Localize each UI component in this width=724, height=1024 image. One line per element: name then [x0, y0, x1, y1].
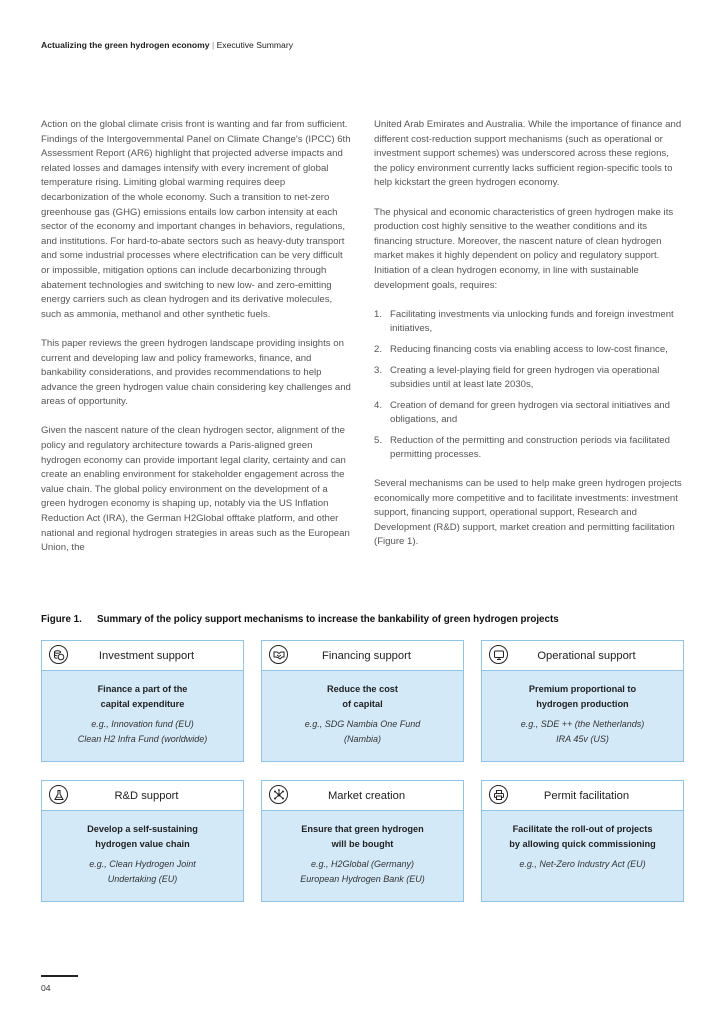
- handshake-icon: [269, 645, 288, 664]
- card-header: [42, 641, 243, 671]
- card-title: Market creation: [327, 789, 406, 802]
- printer-icon: [489, 785, 508, 804]
- card-description: [262, 682, 463, 711]
- footer-rule: [41, 975, 78, 977]
- example-line: e.g., Clean Hydrogen Joint: [89, 859, 196, 869]
- monitor-icon: [489, 645, 508, 664]
- example-line: European Hydrogen Bank (EU): [300, 873, 425, 884]
- paragraph: Given the nascent nature of the clean hydrogen sector, alignment of the policy and regulatory architecture towards a Paris-aligned green hydrogen economy can provide important legal clarity, certainty and can create an enabling environment for stakeholder engagement across the value chain. The global policy environment on the development of a green hydrogen economy is shaping up, notably via the US Inflation Reduction Act (IRA), the German H2Global offtake platform, and other national and regional hydrogen strategies in areas such as the European Union, the: [41, 425, 350, 554]
- card-header: [262, 781, 463, 811]
- card-examples: [482, 857, 683, 872]
- example-line: Undertaking (EU): [107, 873, 178, 884]
- example-line: IRA 45v (US): [556, 733, 609, 744]
- list-text: Creation of demand for green hydrogen via sectoral initiatives and obligations, and: [390, 399, 670, 426]
- list-text: Facilitating investments via unlocking funds and foreign investment initiatives,: [390, 308, 674, 335]
- example-line: e.g., Net-Zero Industry Act (EU): [519, 859, 646, 869]
- card-description: [482, 682, 683, 711]
- card-examples: [42, 717, 243, 746]
- example-line: (Nambia): [343, 733, 381, 744]
- list-number: 4.: [374, 399, 383, 411]
- card-header: [42, 781, 243, 811]
- header-separator: |: [211, 40, 215, 50]
- card-title: Financing support: [322, 649, 411, 662]
- example-line: e.g., SDG Nambia One Fund: [304, 719, 421, 729]
- list-number: 5.: [374, 434, 383, 446]
- card-header: [262, 641, 463, 671]
- card-description: [42, 682, 243, 711]
- list-item: [374, 343, 684, 358]
- card-title: R&D support: [114, 789, 179, 802]
- desc-line: by allowing quick commissioning: [509, 838, 656, 849]
- paragraph: United Arab Emirates and Australia. While the importance of finance and different cost-reduction support mechanisms (such as operational or investment support schemes) was underscored across these regions, the policy environment currently lacks sufficient region-specific tools to help kickstart the green hydrogen economy.: [374, 119, 682, 189]
- left-column: [41, 118, 353, 570]
- card-description: [262, 822, 463, 851]
- desc-line: Facilitate the roll-out of projects: [512, 824, 653, 834]
- example-line: Clean H2 Infra Fund (worldwide): [77, 733, 208, 744]
- running-header: [41, 40, 293, 50]
- list-item: [374, 308, 684, 337]
- right-column: [374, 118, 684, 565]
- card-examples: [262, 717, 463, 746]
- mechanism-card-permit: [481, 780, 684, 902]
- mechanism-card-financing: [261, 640, 464, 762]
- page-number: 04: [41, 983, 51, 993]
- card-header: [482, 641, 683, 671]
- card-title: Investment support: [98, 649, 195, 662]
- desc-line: Ensure that green hydrogen: [301, 824, 424, 834]
- card-examples: [262, 857, 463, 886]
- list-item: [374, 434, 684, 463]
- desc-line: capital expenditure: [100, 698, 185, 709]
- mechanism-card-investment: [41, 640, 244, 762]
- card-examples: [42, 857, 243, 886]
- figure-caption: [41, 614, 559, 625]
- list-item: [374, 364, 684, 393]
- card-examples: [482, 717, 683, 746]
- mechanism-card-market: [261, 780, 464, 902]
- requirements-list: [374, 308, 684, 463]
- paragraph: This paper reviews the green hydrogen landscape providing insights on current and developing law and policy frameworks, finance, and bankability considerations, and provides recommendations to help advance the green hydrogen value chain considering key challenges and areas of opportunity.: [41, 337, 351, 408]
- list-number: 2.: [374, 343, 383, 355]
- paragraph: The physical and economic characteristics of green hydrogen make its production cost highly sensitive to the weather conditions and its financing structure. Moreover, the nascent nature of clean hydrogen market makes it highly dependent on policy and regulatory support. Initiation of a clean hydrogen economy, in line with sustainable development goals, requires:: [374, 206, 674, 291]
- desc-line: will be bought: [331, 838, 394, 849]
- card-title: Permit facilitation: [543, 789, 630, 802]
- list-text: Creating a level-playing field for green hydrogen via operational subsidies until at least late 2030s,: [390, 364, 660, 391]
- example-line: e.g., Innovation fund (EU): [91, 719, 194, 729]
- flask-icon: [49, 785, 68, 804]
- card-header: [482, 781, 683, 811]
- mechanism-card-operational: [481, 640, 684, 762]
- list-text: Reducing financing costs via enabling access to low-cost finance,: [390, 343, 668, 355]
- desc-line: Develop a self-sustaining: [87, 824, 198, 834]
- desc-line: hydrogen production: [536, 698, 629, 709]
- paragraph: Action on the global climate crisis front is wanting and far from sufficient. Findings of the Intergovernmental Panel on Climate Change's (IPCC) 6th Assessment Report (AR6) highlight that projected adverse impacts and related losses and damages intensify with every increment of global temperature rising. Limiting global warming requires deep decarbonization of the whole economy. Such a transition to net-zero greenhouse gas (GHG) emissions entails low carbon intensity at each sector of the economy and important changes in behaviors, regulations, and institutions. For hard-to-abate sectors such as heavy-duty transport and some industrial processes where electrification can be very difficult or impossible, mitigation options can include decarbonizing through abatement technologies and switching to new low- and zero-emitting energy carriers such as clean hydrogen and its derivative molecules, such as ammonia, methanol and other synthetic fuels.: [41, 119, 351, 320]
- figure-title: Summary of the policy support mechanisms to increase the bankability of green hydrogen projects: [97, 614, 559, 625]
- example-line: e.g., SDE ++ (the Netherlands): [520, 719, 645, 729]
- card-title: Operational support: [537, 649, 636, 662]
- list-number: 1.: [374, 308, 383, 320]
- coins-icon: [49, 645, 68, 664]
- example-line: e.g., H2Global (Germany): [310, 859, 415, 869]
- card-description: [482, 822, 683, 851]
- desc-line: Premium proportional to: [528, 684, 637, 694]
- section-name: Executive Summary: [216, 40, 293, 50]
- network-icon: [269, 785, 288, 804]
- desc-line: of capital: [342, 698, 383, 709]
- list-number: 3.: [374, 364, 383, 376]
- list-text: Reduction of the permitting and construction periods via facilitated permitting processes.: [390, 434, 670, 461]
- list-item: [374, 399, 684, 428]
- desc-line: hydrogen value chain: [95, 838, 190, 849]
- document-title: Actualizing the green hydrogen economy: [41, 40, 210, 50]
- desc-line: Reduce the cost: [327, 684, 398, 694]
- card-description: [42, 822, 243, 851]
- desc-line: Finance a part of the: [97, 684, 188, 694]
- paragraph: Several mechanisms can be used to help make green hydrogen projects economically more competitive and to facilitate investments: investment support, financing support, operational support, Research and Development (R&D) support, market creation and permitting facilitation (Figure 1).: [374, 478, 682, 548]
- figure-number: Figure 1.: [41, 614, 82, 625]
- mechanism-card-rnd: [41, 780, 244, 902]
